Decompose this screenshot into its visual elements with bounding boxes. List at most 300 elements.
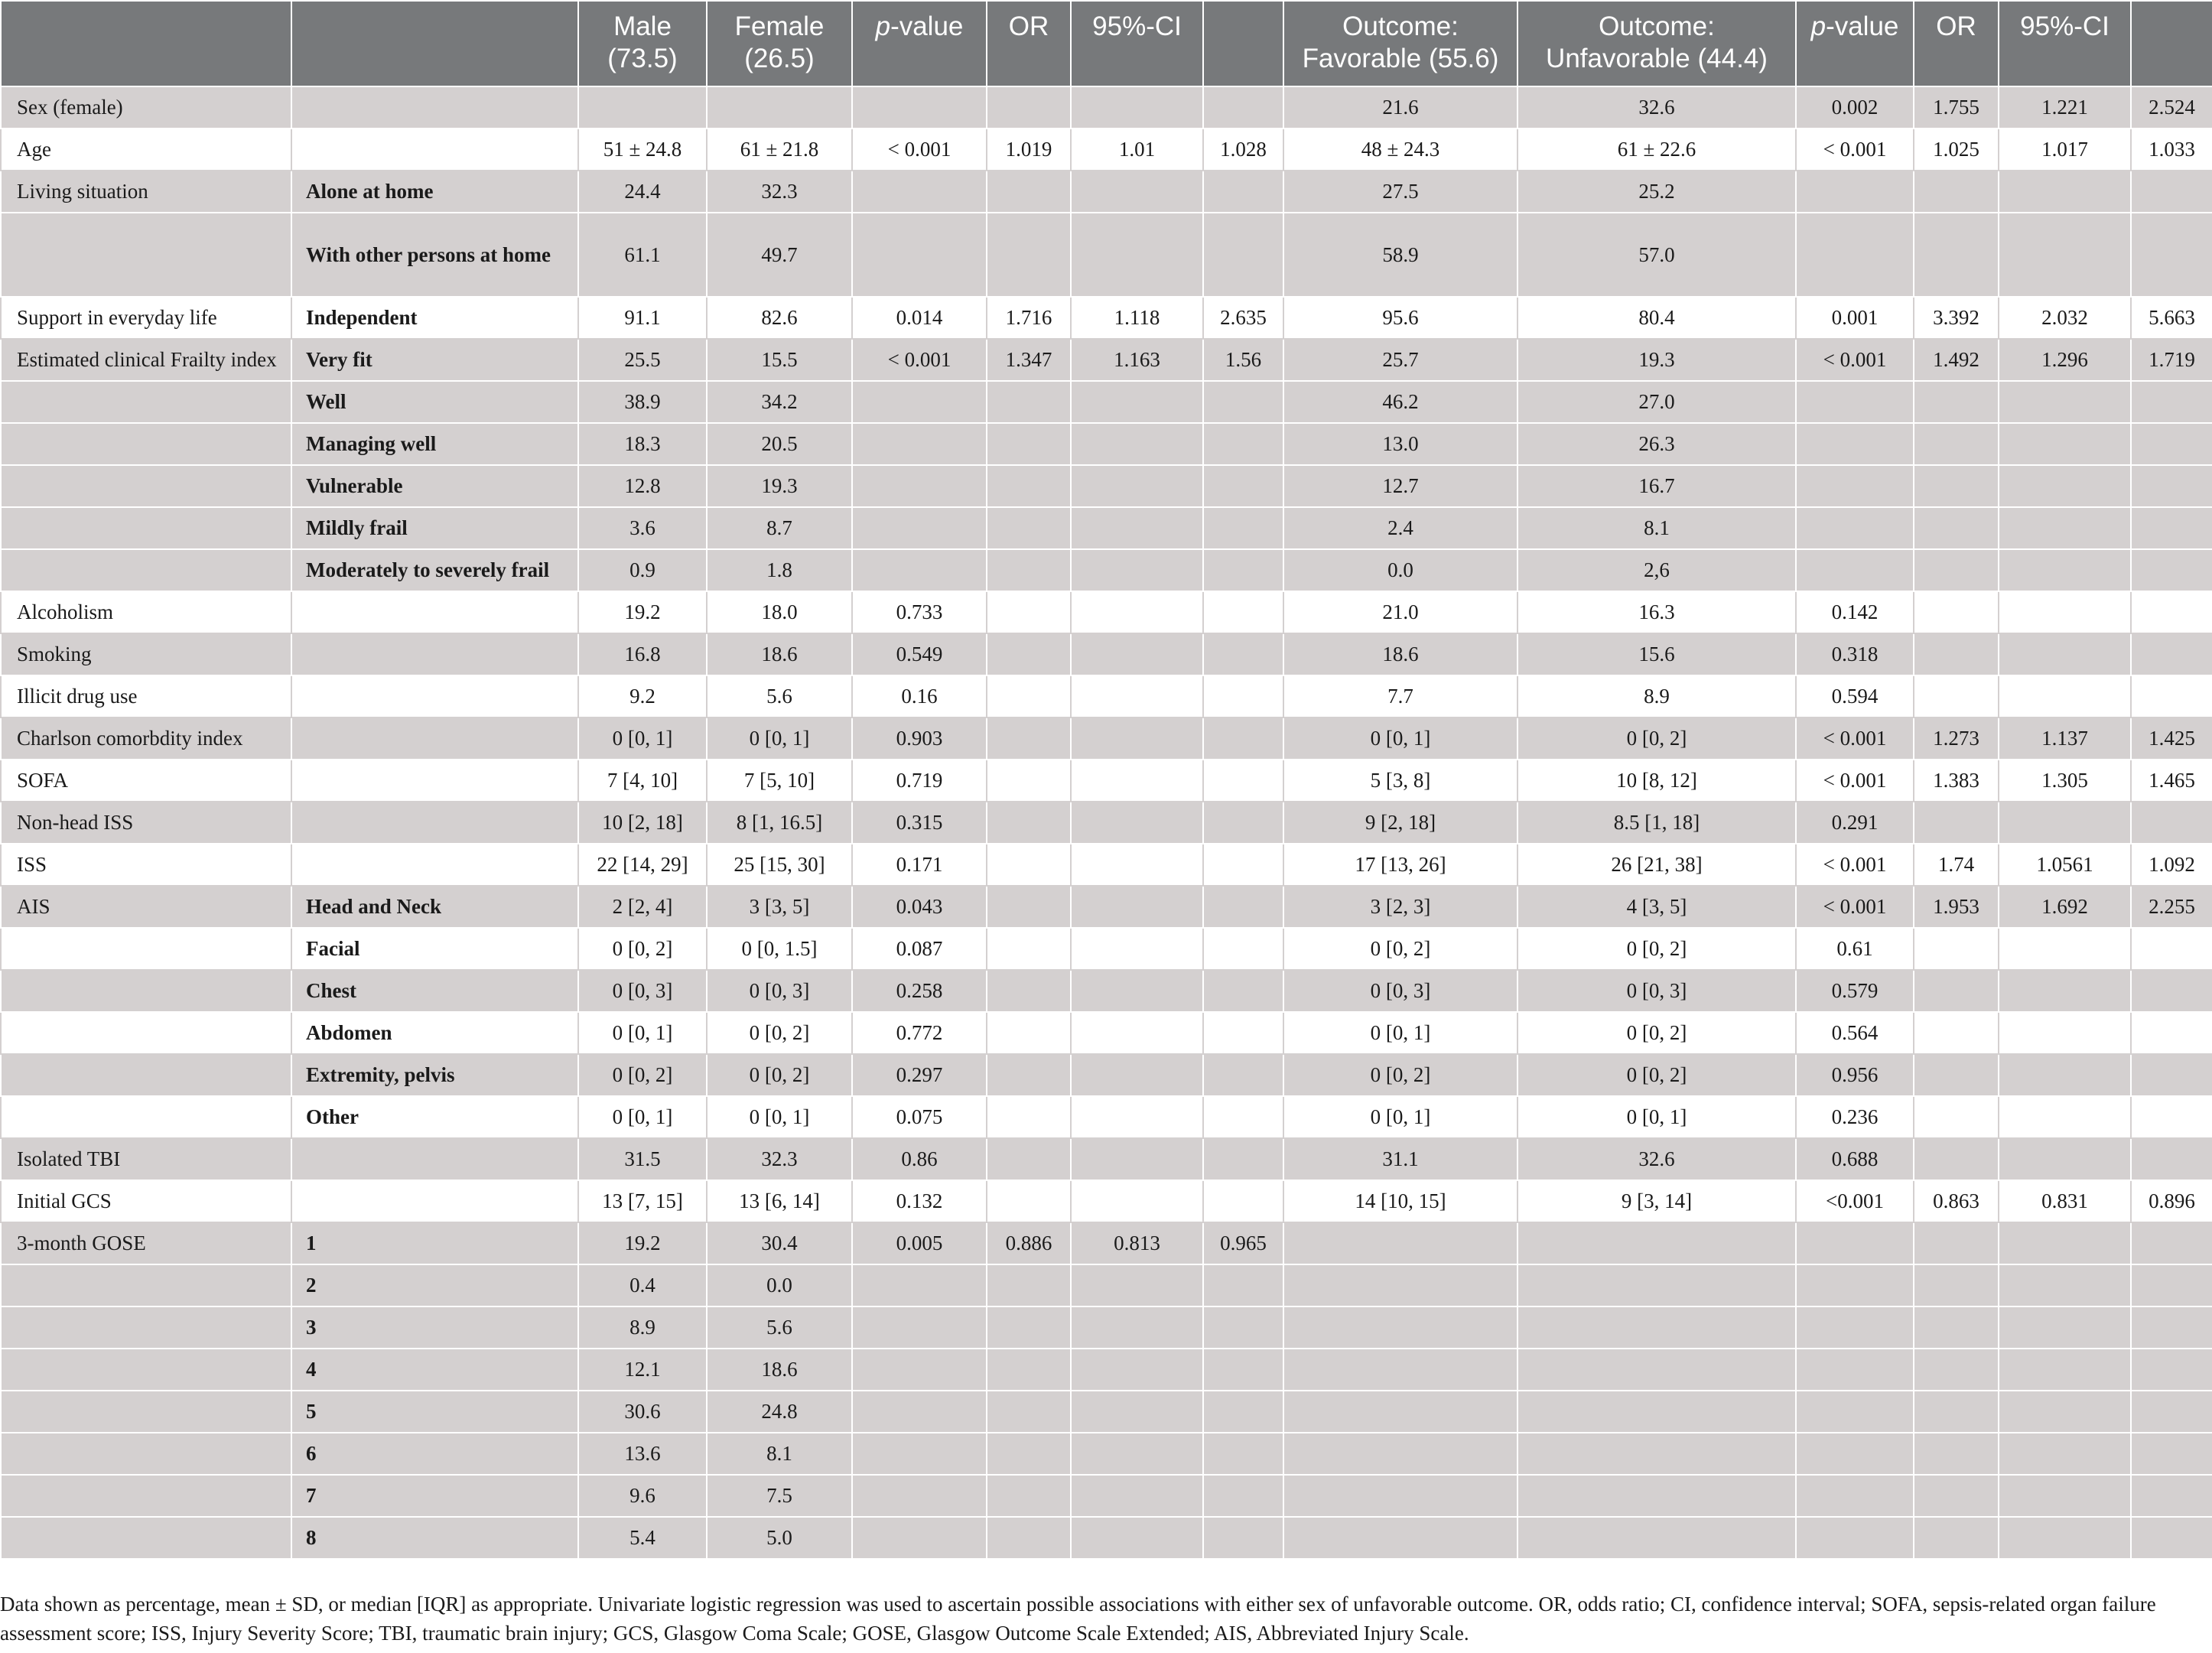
row-category (291, 86, 578, 129)
row-label: Initial GCS (1, 1180, 291, 1222)
table-cell (1203, 86, 1283, 129)
row-category: 2 (291, 1264, 578, 1306)
table-cell: 51 ± 24.8 (578, 129, 707, 171)
table-cell (1914, 1349, 1999, 1391)
table-cell: 9.6 (578, 1475, 707, 1517)
table-cell (1071, 549, 1203, 591)
table-cell: 9.2 (578, 675, 707, 717)
table-cell (1071, 1054, 1203, 1096)
table-cell: 1.01 (1071, 129, 1203, 171)
table-cell (1999, 1433, 2131, 1475)
row-label (1, 1306, 291, 1349)
table-cell: 1.273 (1914, 717, 1999, 760)
table-cell (852, 1475, 987, 1517)
table-row (1, 717, 2212, 760)
table-row (1, 1475, 2212, 1517)
table-cell (1796, 1349, 1914, 1391)
table-cell (2131, 1349, 2212, 1391)
table-cell: 1.025 (1914, 129, 1999, 171)
table-cell: 16.3 (1517, 591, 1796, 633)
table-cell (987, 1012, 1071, 1054)
row-label (1, 1096, 291, 1138)
row-category: Other (291, 1096, 578, 1138)
row-category: Independent (291, 297, 578, 339)
table-cell (2131, 1306, 2212, 1349)
table-cell (987, 1096, 1071, 1138)
table-cell: < 0.001 (852, 339, 987, 381)
table-cell (1203, 1264, 1283, 1306)
table-cell (1914, 213, 1999, 297)
table-cell: 1.028 (1203, 129, 1283, 171)
table-cell: 25.5 (578, 339, 707, 381)
table-cell: 1.092 (2131, 844, 2212, 886)
table-cell: 0 [0, 2] (1517, 717, 1796, 760)
row-category: Vulnerable (291, 465, 578, 507)
table-cell (1283, 1349, 1517, 1391)
table-cell (1796, 1475, 1914, 1517)
row-category (291, 591, 578, 633)
table-row (1, 129, 2212, 171)
table-cell (1071, 1517, 1203, 1559)
table-row (1, 1096, 2212, 1138)
table-cell: 0.956 (1796, 1054, 1914, 1096)
table-cell: 0.297 (852, 1054, 987, 1096)
table-cell (1203, 844, 1283, 886)
table-cell (987, 1391, 1071, 1433)
table-cell: 0.16 (852, 675, 987, 717)
table-cell (1071, 844, 1203, 886)
row-label: SOFA (1, 760, 291, 802)
table-cell (1999, 1264, 2131, 1306)
table-cell (852, 1306, 987, 1349)
table-cell (1071, 1180, 1203, 1222)
table-cell: 61 ± 22.6 (1517, 129, 1796, 171)
row-label (1, 465, 291, 507)
table-cell (1796, 1264, 1914, 1306)
table-cell: 0 [0, 3] (1283, 970, 1517, 1012)
table-cell: 0.171 (852, 844, 987, 886)
table-cell (1999, 423, 2131, 465)
table-cell: 1.74 (1914, 844, 1999, 886)
table-cell (1283, 1517, 1517, 1559)
header-male: Male (73.5) (578, 1, 707, 86)
table-cell: 0 [0, 1] (1283, 1012, 1517, 1054)
table-row (1, 213, 2212, 297)
row-label (1, 928, 291, 970)
table-cell (1071, 1138, 1203, 1180)
table-cell: 0 [0, 2] (1517, 928, 1796, 970)
table-cell: 0.831 (1999, 1180, 2131, 1222)
table-cell (1796, 423, 1914, 465)
table-cell (1071, 886, 1203, 928)
table-cell (852, 171, 987, 213)
table-cell (1999, 1054, 2131, 1096)
table-cell: < 0.001 (1796, 129, 1914, 171)
table-cell (987, 760, 1071, 802)
table-cell (1914, 591, 1999, 633)
table-cell (1283, 1391, 1517, 1433)
table-cell: 19.2 (578, 591, 707, 633)
row-category (291, 760, 578, 802)
table-cell (852, 423, 987, 465)
row-category: Mildly frail (291, 507, 578, 549)
table-cell: 27.5 (1283, 171, 1517, 213)
table-cell (987, 844, 1071, 886)
row-category: Managing well (291, 423, 578, 465)
table-row (1, 549, 2212, 591)
table-cell: 0.594 (1796, 675, 1914, 717)
table-body (1, 86, 2212, 1559)
table-cell (987, 213, 1071, 297)
table-row (1, 633, 2212, 675)
row-label (1, 1433, 291, 1475)
table-cell: 32.3 (707, 171, 852, 213)
table-cell (987, 423, 1071, 465)
table-cell (1999, 1349, 2131, 1391)
table-cell (1914, 802, 1999, 844)
table-cell: 0 [0, 1.5] (707, 928, 852, 970)
table-cell (1071, 970, 1203, 1012)
header-favorable: Outcome: Favorable (55.6) (1283, 1, 1517, 86)
table-cell (1999, 465, 2131, 507)
table-cell: 0.014 (852, 297, 987, 339)
table-cell (852, 465, 987, 507)
table-cell (987, 675, 1071, 717)
table-cell (1203, 760, 1283, 802)
table-cell (1914, 1222, 1999, 1264)
table-cell (852, 1264, 987, 1306)
table-cell: 18.6 (707, 633, 852, 675)
table-cell (1071, 423, 1203, 465)
table-cell: 1.56 (1203, 339, 1283, 381)
table-cell (1999, 1475, 2131, 1517)
table-cell: 61 ± 21.8 (707, 129, 852, 171)
table-cell (987, 1138, 1071, 1180)
table-cell (1517, 1349, 1796, 1391)
table-cell: 0.043 (852, 886, 987, 928)
table-cell: 22 [14, 29] (578, 844, 707, 886)
table-cell: 26 [21, 38] (1517, 844, 1796, 886)
table-cell (1203, 591, 1283, 633)
table-cell (1203, 213, 1283, 297)
table-cell (1071, 1475, 1203, 1517)
table-cell (1203, 171, 1283, 213)
table-cell: 0.075 (852, 1096, 987, 1138)
table-cell (1914, 465, 1999, 507)
header-variable (1, 1, 291, 86)
table-row (1, 1180, 2212, 1222)
table-cell (987, 1475, 1071, 1517)
table-cell (987, 1180, 1071, 1222)
table-cell: 0.0 (707, 1264, 852, 1306)
table-cell (1914, 1096, 1999, 1138)
table-cell: 0.733 (852, 591, 987, 633)
table-cell (1071, 465, 1203, 507)
table-cell (2131, 381, 2212, 423)
row-category: With other persons at home (291, 213, 578, 297)
table-cell (2131, 1222, 2212, 1264)
row-label: AIS (1, 886, 291, 928)
table-cell (852, 1391, 987, 1433)
table-cell: 0.579 (1796, 970, 1914, 1012)
table-cell: 30.4 (707, 1222, 852, 1264)
table-cell: 10 [8, 12] (1517, 760, 1796, 802)
table-cell: 1.017 (1999, 129, 2131, 171)
row-category (291, 675, 578, 717)
table-cell (1796, 507, 1914, 549)
table-cell: 30.6 (578, 1391, 707, 1433)
table-cell: 8.9 (578, 1306, 707, 1349)
table-cell (1071, 1096, 1203, 1138)
table-cell (1796, 465, 1914, 507)
table-cell (852, 381, 987, 423)
row-label: Estimated clinical Frailty index (1, 339, 291, 381)
table-cell: 12.7 (1283, 465, 1517, 507)
row-label (1, 970, 291, 1012)
row-category: 4 (291, 1349, 578, 1391)
table-cell: 10 [2, 18] (578, 802, 707, 844)
table-cell: 0 [0, 2] (1517, 1054, 1796, 1096)
table-cell (1203, 675, 1283, 717)
table-cell (987, 1349, 1071, 1391)
table-cell: 5.6 (707, 1306, 852, 1349)
table-cell (2131, 1264, 2212, 1306)
table-cell (2131, 591, 2212, 633)
table-cell: 26.3 (1517, 423, 1796, 465)
table-row (1, 1222, 2212, 1264)
table-cell (1999, 802, 2131, 844)
table-cell: 8.1 (1517, 507, 1796, 549)
table-row (1, 339, 2212, 381)
table-cell: 0.315 (852, 802, 987, 844)
table-cell: 7.7 (1283, 675, 1517, 717)
table-cell: 0.318 (1796, 633, 1914, 675)
table-cell (1914, 1054, 1999, 1096)
table-cell: 0.001 (1796, 297, 1914, 339)
table-cell (1914, 1306, 1999, 1349)
row-category: Alone at home (291, 171, 578, 213)
table-cell: 2.635 (1203, 297, 1283, 339)
table-cell (987, 1306, 1071, 1349)
table-row (1, 1138, 2212, 1180)
table-cell: 9 [3, 14] (1517, 1180, 1796, 1222)
table-cell (2131, 171, 2212, 213)
table-cell: 13.6 (578, 1433, 707, 1475)
table-cell: 31.5 (578, 1138, 707, 1180)
table-row (1, 297, 2212, 339)
table-row (1, 465, 2212, 507)
table-cell: 0.813 (1071, 1222, 1203, 1264)
table-cell: 0 [0, 2] (707, 1054, 852, 1096)
table-cell (987, 549, 1071, 591)
table-cell: 82.6 (707, 297, 852, 339)
table-cell: 7 [4, 10] (578, 760, 707, 802)
table-cell (1517, 1433, 1796, 1475)
table-cell: 0.772 (852, 1012, 987, 1054)
table-cell (1283, 1222, 1517, 1264)
table-cell: 24.8 (707, 1391, 852, 1433)
table-cell (1071, 213, 1203, 297)
table-cell: 1.019 (987, 129, 1071, 171)
table-cell (852, 507, 987, 549)
table-cell: 1.163 (1071, 339, 1203, 381)
table-cell (1914, 1475, 1999, 1517)
table-cell (1071, 1012, 1203, 1054)
table-cell (1999, 507, 2131, 549)
table-cell (2131, 1012, 2212, 1054)
table-row (1, 1054, 2212, 1096)
table-cell: < 0.001 (1796, 886, 1914, 928)
table-cell (1796, 1306, 1914, 1349)
row-category (291, 1180, 578, 1222)
table-cell: 0 [0, 2] (1283, 928, 1517, 970)
row-category (291, 129, 578, 171)
header-p-value-outcome: p-value (1796, 1, 1914, 86)
table-row (1, 970, 2212, 1012)
table-cell (1914, 171, 1999, 213)
table-cell: 0.0 (1283, 549, 1517, 591)
table-cell: 1.221 (1999, 86, 2131, 129)
table-cell (1999, 171, 2131, 213)
row-label (1, 1391, 291, 1433)
table-cell (1203, 1517, 1283, 1559)
header-or: OR (987, 1, 1071, 86)
row-label: Charlson comorbdity index (1, 717, 291, 760)
header-female: Female (26.5) (707, 1, 852, 86)
header-row (1, 1, 2212, 86)
table-row (1, 507, 2212, 549)
table-cell: <0.001 (1796, 1180, 1914, 1222)
table-cell: 2 [2, 4] (578, 886, 707, 928)
table-cell (2131, 213, 2212, 297)
table-cell: 58.9 (1283, 213, 1517, 297)
row-label: Non-head ISS (1, 802, 291, 844)
table-row (1, 1264, 2212, 1306)
table-cell: 1.8 (707, 549, 852, 591)
table-cell (1999, 591, 2131, 633)
table-cell: 5 [3, 8] (1283, 760, 1517, 802)
table-cell: 48 ± 24.3 (1283, 129, 1517, 171)
table-cell: 1.719 (2131, 339, 2212, 381)
table-row (1, 423, 2212, 465)
row-category: Abdomen (291, 1012, 578, 1054)
table-cell: 0.965 (1203, 1222, 1283, 1264)
table-cell: 1.347 (987, 339, 1071, 381)
table-cell (987, 1054, 1071, 1096)
table-cell (1283, 1264, 1517, 1306)
table-cell: 3 [3, 5] (707, 886, 852, 928)
row-category: 5 (291, 1391, 578, 1433)
table-cell: 1.425 (2131, 717, 2212, 760)
table-cell: 0.886 (987, 1222, 1071, 1264)
table-cell (1914, 1517, 1999, 1559)
table-cell: 0 [0, 1] (1283, 1096, 1517, 1138)
table-row (1, 1349, 2212, 1391)
table-cell: 1.118 (1071, 297, 1203, 339)
table-cell (1203, 886, 1283, 928)
table-cell: 25.2 (1517, 171, 1796, 213)
table-cell: < 0.001 (1796, 760, 1914, 802)
table-cell: 17 [13, 26] (1283, 844, 1517, 886)
table-cell: 3 [2, 3] (1283, 886, 1517, 928)
table-row (1, 844, 2212, 886)
table-cell: 2.255 (2131, 886, 2212, 928)
table-cell: 1.296 (1999, 339, 2131, 381)
table-cell (852, 1517, 987, 1559)
row-category (291, 633, 578, 675)
table-cell: 0.236 (1796, 1096, 1914, 1138)
table-cell: 57.0 (1517, 213, 1796, 297)
table-cell: 16.8 (578, 633, 707, 675)
table-cell (852, 1349, 987, 1391)
table-cell: 0 [0, 2] (1517, 1012, 1796, 1054)
table-cell: 0.564 (1796, 1012, 1914, 1054)
table-cell: 19.3 (707, 465, 852, 507)
table-cell (1796, 1391, 1914, 1433)
row-category: 6 (291, 1433, 578, 1475)
row-label: Support in everyday life (1, 297, 291, 339)
table-row (1, 928, 2212, 970)
table-cell (1999, 549, 2131, 591)
table-cell: 0 [0, 1] (1517, 1096, 1796, 1138)
table-cell (2131, 675, 2212, 717)
table-cell (987, 970, 1071, 1012)
table-cell: 3.6 (578, 507, 707, 549)
table-cell: 32.6 (1517, 86, 1796, 129)
table-cell: 13.0 (1283, 423, 1517, 465)
table-cell (1203, 1391, 1283, 1433)
table-cell: 1.033 (2131, 129, 2212, 171)
table-cell: 18.0 (707, 591, 852, 633)
table-cell: 19.3 (1517, 339, 1796, 381)
row-label (1, 423, 291, 465)
table-cell: 0.005 (852, 1222, 987, 1264)
table-cell: 2.4 (1283, 507, 1517, 549)
table-cell (2131, 1475, 2212, 1517)
table-cell (1071, 802, 1203, 844)
table-cell (1796, 1433, 1914, 1475)
table-cell: 0 [0, 1] (1283, 717, 1517, 760)
table-cell: 24.4 (578, 171, 707, 213)
table-cell: 32.3 (707, 1138, 852, 1180)
table-cell: 16.7 (1517, 465, 1796, 507)
table-cell (1999, 1222, 2131, 1264)
table-cell: 1.137 (1999, 717, 2131, 760)
table-cell: 1.0561 (1999, 844, 2131, 886)
table-cell (852, 213, 987, 297)
table-cell (1203, 717, 1283, 760)
table-cell (1203, 549, 1283, 591)
table-cell (1914, 1264, 1999, 1306)
table-cell (852, 86, 987, 129)
table-cell (2131, 507, 2212, 549)
table-cell: 0.291 (1796, 802, 1914, 844)
table-cell: 0 [0, 1] (578, 1012, 707, 1054)
table-cell: 5.0 (707, 1517, 852, 1559)
row-label (1, 1054, 291, 1096)
table-cell: 0 [0, 2] (1283, 1054, 1517, 1096)
table-cell: 1.692 (1999, 886, 2131, 928)
table-row (1, 1433, 2212, 1475)
table-cell (1999, 381, 2131, 423)
row-category: Extremity, pelvis (291, 1054, 578, 1096)
table-cell: 0 [0, 1] (578, 1096, 707, 1138)
row-label: Age (1, 129, 291, 171)
table-cell: 0.896 (2131, 1180, 2212, 1222)
table-cell (1914, 1012, 1999, 1054)
table-cell (1071, 675, 1203, 717)
table-cell (1203, 633, 1283, 675)
